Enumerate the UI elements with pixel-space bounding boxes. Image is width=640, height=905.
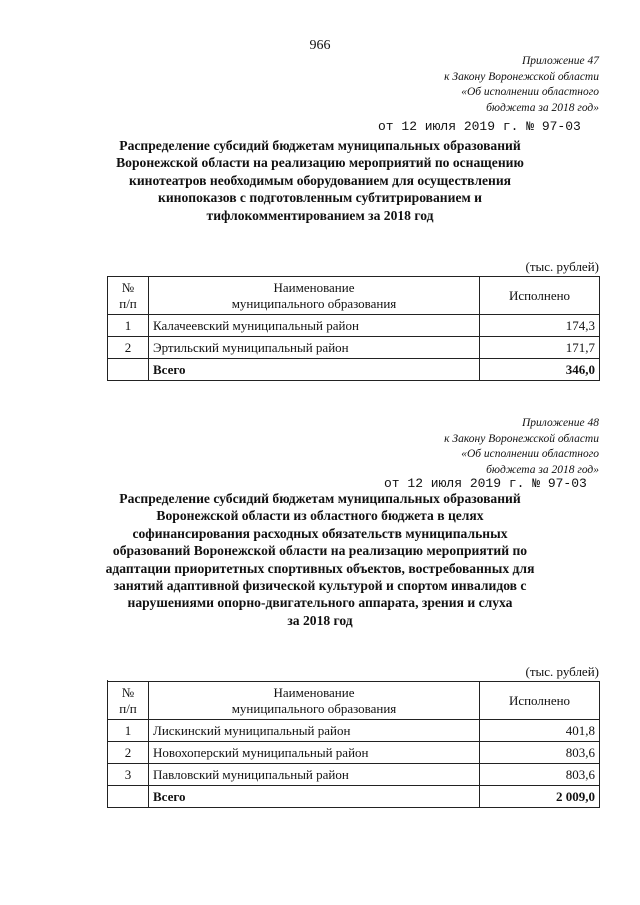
title-line: Распределение субсидий бюджетам муниципальных образований — [119, 138, 521, 153]
appendix-line: бюджета за 2018 год» — [486, 101, 599, 114]
header-number-line: № — [121, 684, 135, 700]
appendix-line: «Об исполнении областного — [461, 448, 599, 460]
section-title — [100, 137, 540, 224]
header-number — [108, 277, 149, 315]
row-name: Лискинский муниципальный район — [149, 720, 480, 742]
page-number: 966 — [309, 38, 331, 53]
table-row — [108, 315, 600, 337]
subsidy-table — [107, 276, 600, 381]
appendix-line: Приложение 47 — [521, 55, 599, 67]
header-name — [149, 682, 480, 720]
header-number-line: п/п — [119, 700, 137, 716]
table-total-row — [108, 786, 600, 808]
row-value: 803,6 — [480, 764, 600, 786]
appendix-line: бюджета за 2018 год» — [486, 463, 599, 476]
table-header-row — [108, 277, 600, 315]
appendix-line: Приложение 48 — [521, 417, 599, 429]
section-title — [100, 490, 540, 629]
header-value: Исполнено — [480, 682, 600, 720]
table-row — [108, 764, 600, 786]
total-number — [108, 786, 149, 808]
row-name: Павловский муниципальный район — [149, 764, 480, 786]
title-line: софинансирования расходных обязательств муниципальных — [132, 525, 508, 541]
row-value: 803,6 — [480, 742, 600, 764]
law-reference: от 12 июля 2019 г. № 97-03 — [384, 476, 587, 491]
title-line: Воронежской области из областного бюджета в целях — [156, 508, 484, 524]
header-name-line: Наименование — [273, 684, 355, 700]
law-reference: от 12 июля 2019 г. № 97-03 — [378, 119, 581, 134]
title-line: образований Воронежской области на реализацию мероприятий по — [112, 543, 528, 559]
total-label: Всего — [149, 786, 480, 808]
header-name-line: муниципального образования — [231, 700, 397, 716]
row-number: 1 — [108, 315, 149, 337]
table-row — [108, 337, 600, 359]
row-value: 171,7 — [480, 337, 600, 359]
appendix-47-header — [299, 54, 599, 116]
appendix-line: к Закону Воронежской области — [444, 432, 599, 445]
table-total-row — [108, 359, 600, 381]
appendix-line: «Об исполнении областного — [461, 86, 599, 98]
unit-label: (тыс. рублей) — [525, 259, 599, 274]
title-line: кинопоказов с подготовленным субтитрированием и — [158, 190, 482, 206]
header-value: Исполнено — [480, 277, 600, 315]
table-header-row — [108, 682, 600, 720]
title-line: кинотеатров необходимым оборудованием для осуществления — [128, 172, 512, 188]
row-number: 2 — [108, 742, 149, 764]
total-label: Всего — [149, 359, 480, 381]
total-number — [108, 359, 149, 381]
title-line: адаптации приоритетных спортивных объектов, востребованных для — [105, 560, 535, 576]
row-number: 1 — [108, 720, 149, 742]
row-name: Калачеевский муниципальный район — [149, 315, 480, 337]
header-number — [108, 682, 149, 720]
title-line: тифлокомментированием за 2018 год — [206, 207, 434, 223]
header-number-line: п/п — [119, 295, 137, 311]
table-row — [108, 720, 600, 742]
row-value: 174,3 — [480, 315, 600, 337]
title-line: нарушениями опорно-двигательного аппарата, зрения и слуха — [127, 595, 513, 611]
header-number-line: № — [121, 279, 135, 295]
appendix-48-header — [299, 416, 599, 478]
row-number: 2 — [108, 337, 149, 359]
appendix-line: к Закону Воронежской области — [444, 70, 599, 83]
total-value: 346,0 — [480, 359, 600, 381]
table-row — [108, 742, 600, 764]
header-name — [149, 277, 480, 315]
unit-label: (тыс. рублей) — [525, 664, 599, 679]
header-name-line: муниципального образования — [231, 295, 397, 311]
row-value: 401,8 — [480, 720, 600, 742]
title-line: Воронежской области на реализацию мероприятий по оснащению — [116, 155, 524, 171]
row-number: 3 — [108, 764, 149, 786]
title-line: Распределение субсидий бюджетам муниципальных образований — [119, 491, 521, 506]
row-name: Новохоперский муниципальный район — [149, 742, 480, 764]
subsidy-table — [107, 681, 600, 808]
total-value: 2 009,0 — [480, 786, 600, 808]
title-line: занятий адаптивной физической культурой и спортом инвалидов с — [113, 578, 527, 594]
header-name-line: Наименование — [273, 279, 355, 295]
row-name: Эртильский муниципальный район — [149, 337, 480, 359]
title-line: за 2018 год — [287, 612, 353, 628]
